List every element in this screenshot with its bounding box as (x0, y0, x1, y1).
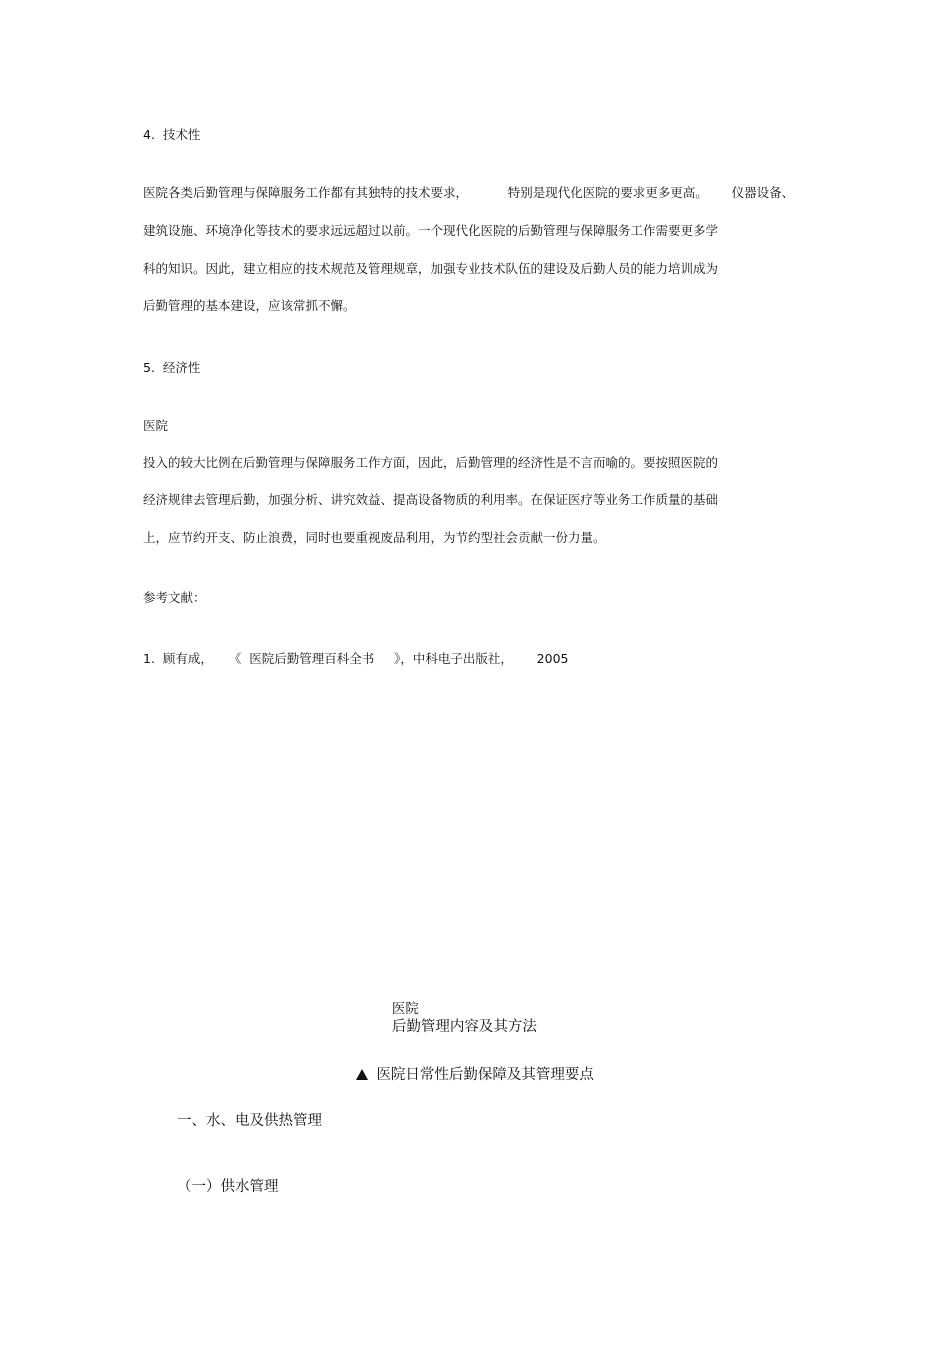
section-4-line-4: 后勤管理的基本建设，应该常抓不懈。 (143, 298, 356, 313)
section-heading-water-electricity-heating: 一、水、电及供热管理 (177, 1113, 322, 1129)
section-5-line-2: 经济规律去管理后勤，加强分析、讲究效益、提高设备物质的利用率。在保证医疗等业务工作质量的基础 (143, 492, 719, 507)
section-4-line-2: 建筑设施、环境净化等技术的要求远远超过以前。一个现代化医院的后勤管理与保障服务工作需要更多学 (143, 223, 719, 238)
part-2-title-main: 后勤管理内容及其方法 (391, 1019, 537, 1035)
references-heading: 参考文献： (143, 590, 206, 605)
part-2-title-prefix: 医院 (391, 1001, 419, 1017)
reference-item-1: 1. 顾有成， 《 医院后勤管理百科全书 》，中科电子出版社， 2005 (143, 651, 569, 666)
section-5-line-1: 投入的较大比例在后勤管理与保障服务工作方面，因此，后勤管理的经济性是不言而喻的。要按照医院的 (143, 455, 719, 470)
part-2-subtitle (338, 1048, 594, 1102)
section-4-line-3: 科的知识。因此，建立相应的技术规范及管理规章，加强专业技术队伍的建设及后勤人员的能力培训成为 (143, 261, 719, 276)
part-2-subtitle-text: 医院日常性后勤保障及其管理要点 (376, 1067, 594, 1083)
subsection-heading-water-supply: （一）供水管理 (177, 1179, 279, 1195)
section-5-line-3: 上，应节约开支、防止浪费，同时也要重视废品利用，为节约型社会贡献一份力量。 (143, 530, 606, 545)
section-4-heading: 4. 技术性 (143, 127, 201, 142)
triangle-icon (356, 1069, 368, 1080)
part-2-title (376, 985, 537, 1052)
section-5-first-word: 医院 (143, 418, 169, 433)
section-5-heading: 5. 经济性 (143, 360, 201, 375)
section-4-line-1: 医院各类后勤管理与保障服务工作都有其独特的技术要求， 特别是现代化医院的要求更多更高。 仪器设备、 (143, 185, 795, 200)
